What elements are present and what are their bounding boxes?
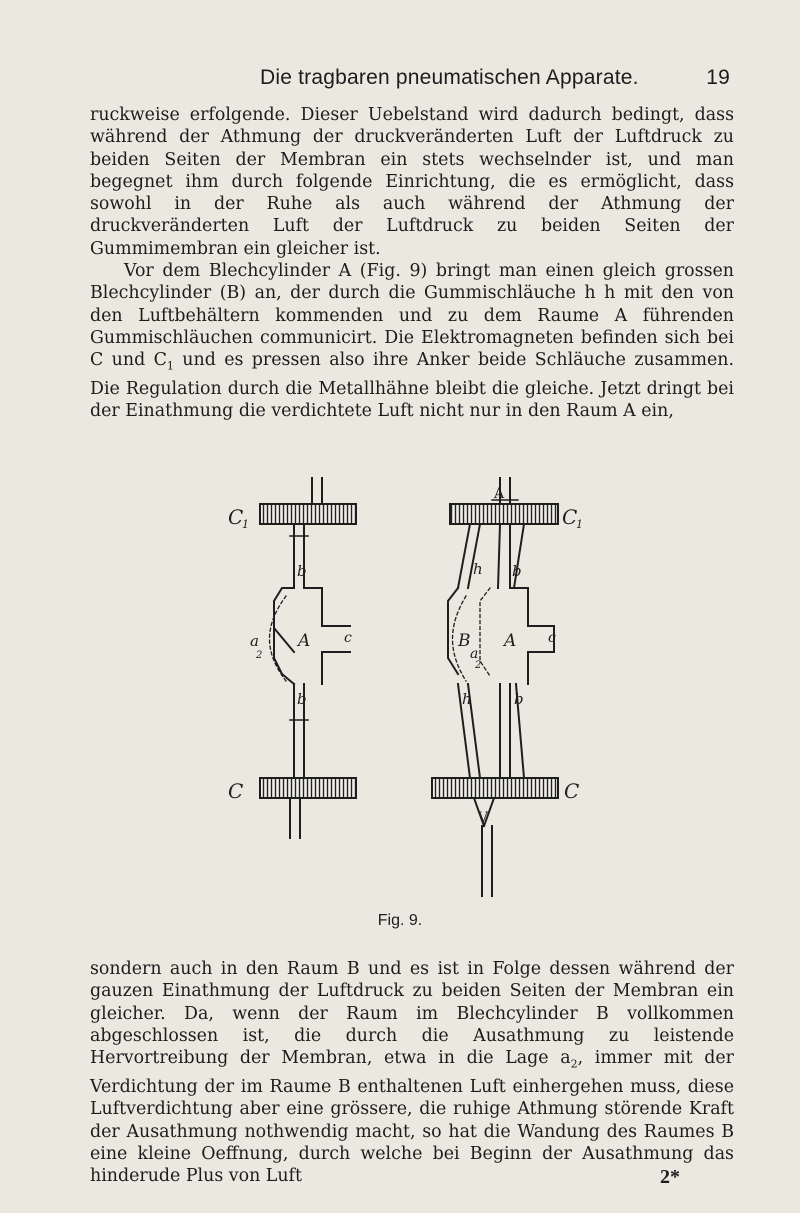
right-electromagnet-top [450, 504, 558, 524]
left-label-b-top: b [297, 562, 307, 580]
right-label-A-top: A [494, 486, 505, 502]
left-label-c1-sub: 1 [242, 518, 249, 531]
paragraph-1-part-2: Vor dem Blechcylinder A (Fig. 9) bringt man einen gleich grossen Blechcylinder (B) an, der durch die Gummischläuche h h mit den von den Luftbehältern kommenden und zu dem Raume A führenden Gummischläuchen communicirt. Die Elektromagneten befinden sich bei C und C [90, 261, 734, 371]
left-label-b-bottom: b [297, 690, 307, 708]
right-label-V: V [478, 810, 489, 826]
right-label-b-bottom: b [514, 690, 524, 708]
right-label-B: B [458, 631, 471, 651]
signature-mark: 2* [660, 1166, 680, 1188]
left-label-a-sub: 2 [256, 650, 263, 661]
right-assembly [432, 478, 558, 896]
right-electromagnet-bottom [432, 778, 558, 798]
paragraph-1 [90, 104, 734, 423]
paragraph-1-part-3: und es pressen also ihre Anker beide Schläuche zusammen. Die Regulation durch die Metallhähne bleibt die gleiche. Jetzt dringt bei der Einathmung die verdichtete Luft nicht nur in den Raum A ein, [90, 350, 735, 422]
page-number: 19 [706, 66, 730, 89]
right-label-a: a [470, 646, 479, 662]
right-label-c-small: c [548, 630, 556, 646]
paragraph-2 [90, 958, 734, 1187]
left-electromagnet-top [260, 504, 356, 524]
figure-9-diagram [170, 476, 630, 906]
right-label-a-sub: 2 [475, 660, 482, 671]
left-electromagnet-bottom [260, 778, 356, 798]
left-label-A: A [298, 631, 311, 651]
right-label-b-top: b [512, 562, 522, 580]
left-label-c1: C [228, 505, 244, 529]
right-label-A: A [504, 631, 517, 651]
right-label-h-top: h [473, 560, 483, 578]
paragraph-2-part-2: , immer mit der Verdichtung der im Raume B enthaltenen Luft einhergehen muss, diese Luftverdichtung aber eine grössere, die ruhige Athmung störende Kraft der Ausathmung nothwendig macht, so hat die Wandung des Raumes B eine kleine Oeffnung, durch welche bei Beginn der Ausathmung das hinderude Plus von Luft [90, 1048, 734, 1187]
right-label-c1: C [562, 505, 578, 529]
left-label-a: a [250, 632, 259, 650]
running-title: Die tragbaren pneumatischen Apparate. [260, 66, 639, 89]
right-label-c1-sub: 1 [576, 518, 583, 531]
paragraph-2-part-1: sondern auch in den Raum B und es ist in Folge dessen während der gauzen Einathmung der Luftdruck zu beiden Seiten der Membran ein gleicher. Da, wenn der Raum im Blechcylinder B vollkommen abgeschlossen ist, die durch die Ausathmung zu leistende Hervortreibung der Membran, etwa in die Lage a [90, 959, 734, 1069]
left-label-c: C [228, 779, 244, 803]
subscript-c1: 1 [166, 359, 174, 373]
right-label-c: C [564, 779, 580, 803]
left-label-c-small: c [344, 630, 352, 646]
left-assembly [260, 478, 356, 838]
paragraph-1-part-1: ruckweise erfolgende. Dieser Uebelstand wird dadurch bedingt, dass während der Athmung der druckveränderten Luft der Luftdruck zu beiden Seiten der Membran ein stets wechselnder ist, und man begegnet ihm durch folgende Einrichtung, die es ermöglicht, dass sowohl in der Ruhe als auch während der Athmung der druckveränderten Luft der Luftdruck zu beiden Seiten der Gummimembran ein gleicher ist. [90, 105, 734, 259]
right-label-h-bottom: h [462, 690, 472, 708]
figure-caption: Fig. 9. [377, 912, 423, 929]
subscript-a2: 2 [570, 1057, 578, 1071]
